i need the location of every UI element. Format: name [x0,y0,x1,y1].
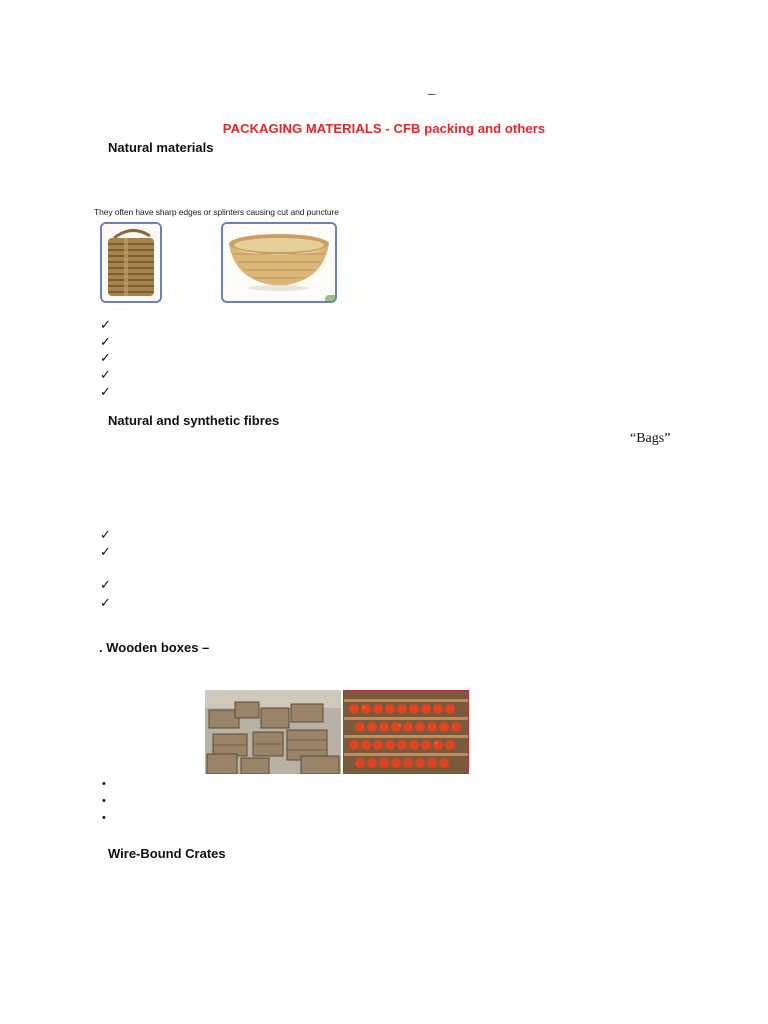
bullet: • [102,795,106,807]
heading-wire-bound-crates: Wire-Bound Crates [108,846,226,861]
bullet: • [102,812,106,824]
heading-natural-synthetic-fibres: Natural and synthetic fibres [108,413,280,428]
bags-label: “Bags” [630,431,671,446]
checkmark: ✓ [100,578,111,593]
checkmark: ✓ [100,335,111,350]
dash-mark: – [428,86,436,102]
basket-figure [94,207,342,304]
rope-basket-image [100,222,162,303]
corner-tab [325,295,335,301]
checkmark: ✓ [100,318,111,333]
document-title: PACKAGING MATERIALS - CFB packing and others [222,121,546,136]
checkmark: ✓ [100,596,111,611]
checkmark: ✓ [100,528,111,543]
checkmark: ✓ [100,545,111,560]
checkmark: ✓ [100,368,111,383]
wooden-crates-photo [205,690,341,774]
heading-wooden-boxes: . Wooden boxes – [99,640,210,655]
heading-natural-materials: Natural materials [108,140,214,155]
checkmark: ✓ [100,385,111,400]
tomato-crates-photo [343,690,469,774]
bullet: • [102,778,106,790]
bamboo-basket-image [221,222,337,303]
checkmark: ✓ [100,351,111,366]
basket-caption: They often have sharp edges or splinters causing cut and puncture [94,207,339,217]
